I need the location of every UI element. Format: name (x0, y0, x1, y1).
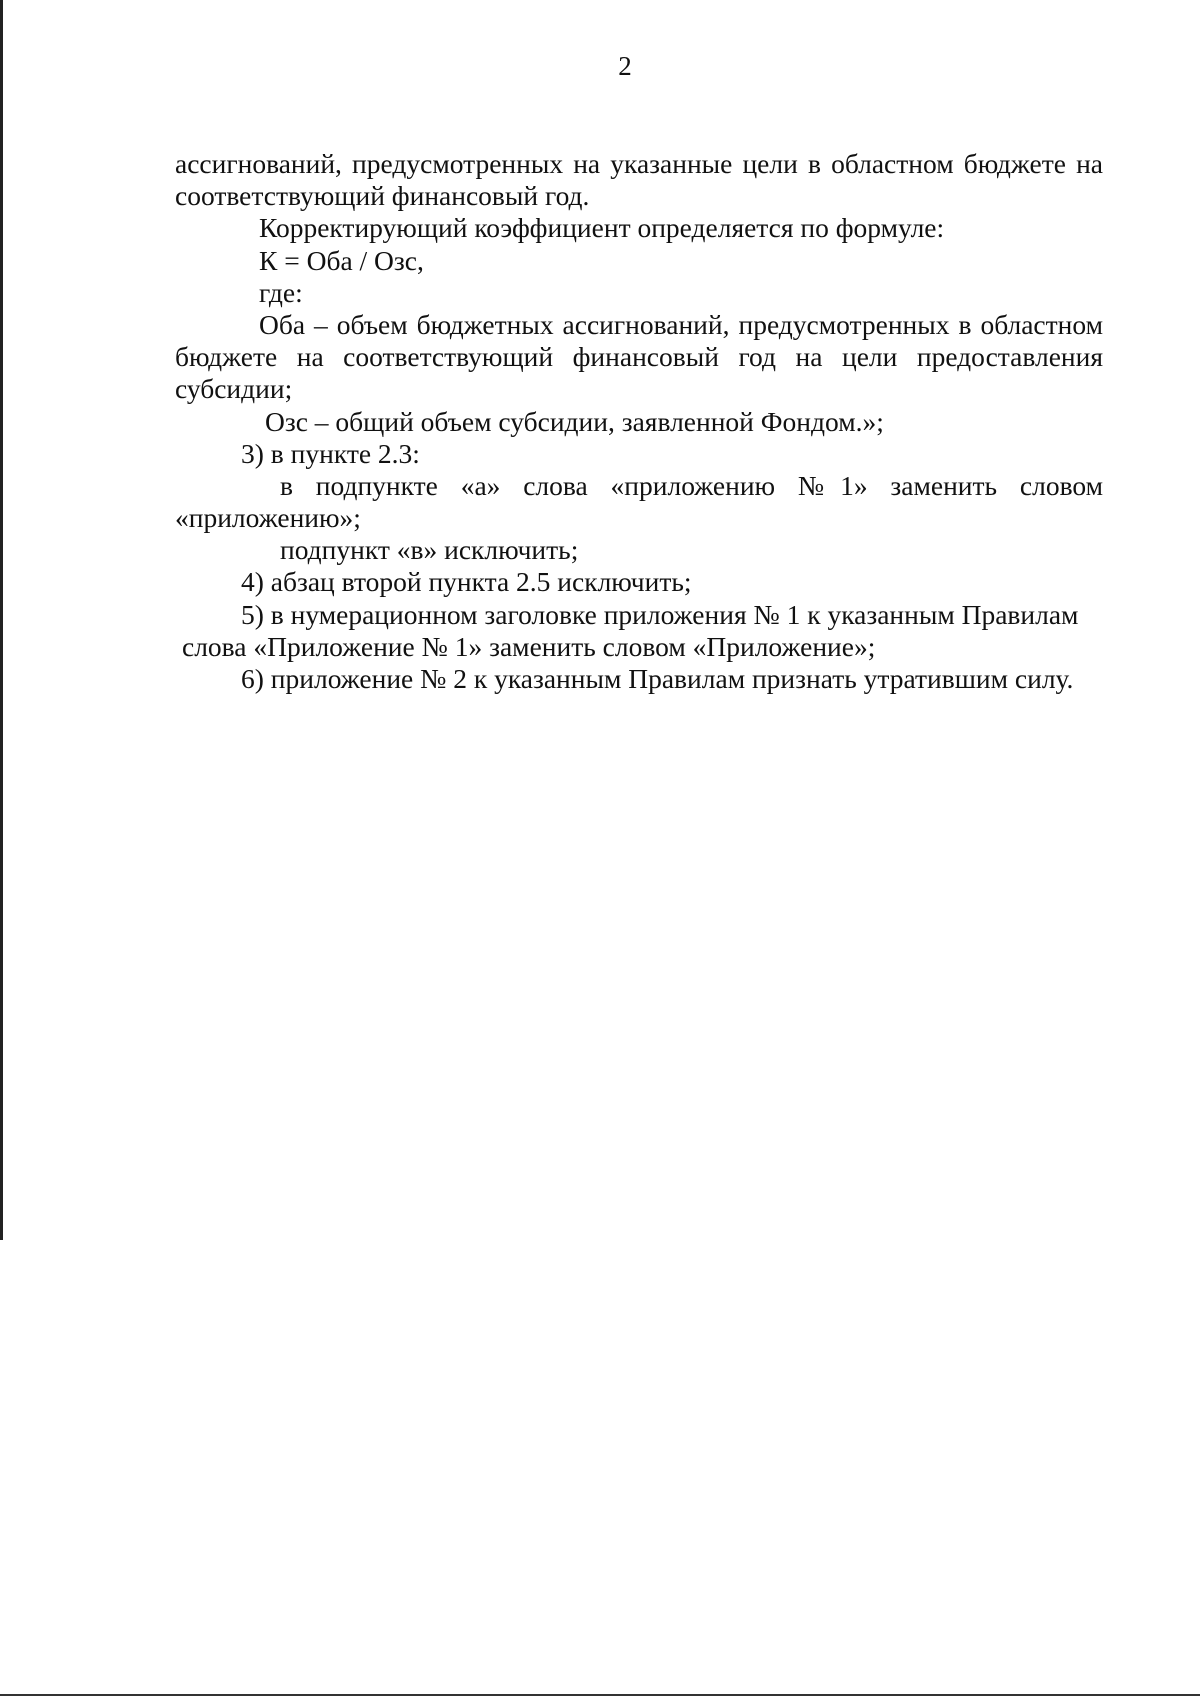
list-item-line: 6) приложение № 2 к указанным Правилам признать утратившим силу. (241, 663, 1074, 694)
paragraph-line: ассигнований, предусмотренных на указанные цели в областном бюджете на (175, 148, 1103, 179)
page-number: 2 (618, 51, 632, 81)
paragraph-line: Оба – объем бюджетных ассигнований, предусмотренных в областном (259, 308, 1103, 340)
document-body (175, 148, 1103, 695)
list-item-line: 5) в нумерационном заголовке приложения № 1 к указанным Правилам (241, 598, 1079, 630)
list-item-line: 3) в пункте 2.3: (241, 437, 420, 469)
formula-line: К = Оба / Озс, (259, 244, 424, 276)
paragraph-line: в подпункте «а» слова «приложению №1» заменить словом (280, 469, 1103, 501)
paragraph-line: бюджете на соответствующий финансовый год на цели предоставления (175, 341, 1103, 373)
paragraph-line: субсидии; (175, 373, 293, 405)
paragraph-line: соответствующий финансовый год. (175, 180, 590, 212)
list-item-line: 4) абзац второй пункта 2.5 исключить; (241, 566, 692, 598)
scan-edge-left (0, 0, 3, 1240)
paragraph-line: где: (259, 276, 303, 308)
paragraph-line: слова «Приложение № 1» заменить словом «Приложение»; (182, 630, 876, 662)
paragraph-line: Озс – общий объем субсидии, заявленной Фондом.»; (265, 405, 884, 437)
paragraph-line: подпункт «в» исключить; (280, 534, 579, 566)
scan-edge-bottom (0, 1694, 1200, 1696)
paragraph-line: «приложению»; (175, 502, 361, 534)
paragraph-line: Корректирующий коэффициент определяется по формуле: (259, 212, 945, 244)
